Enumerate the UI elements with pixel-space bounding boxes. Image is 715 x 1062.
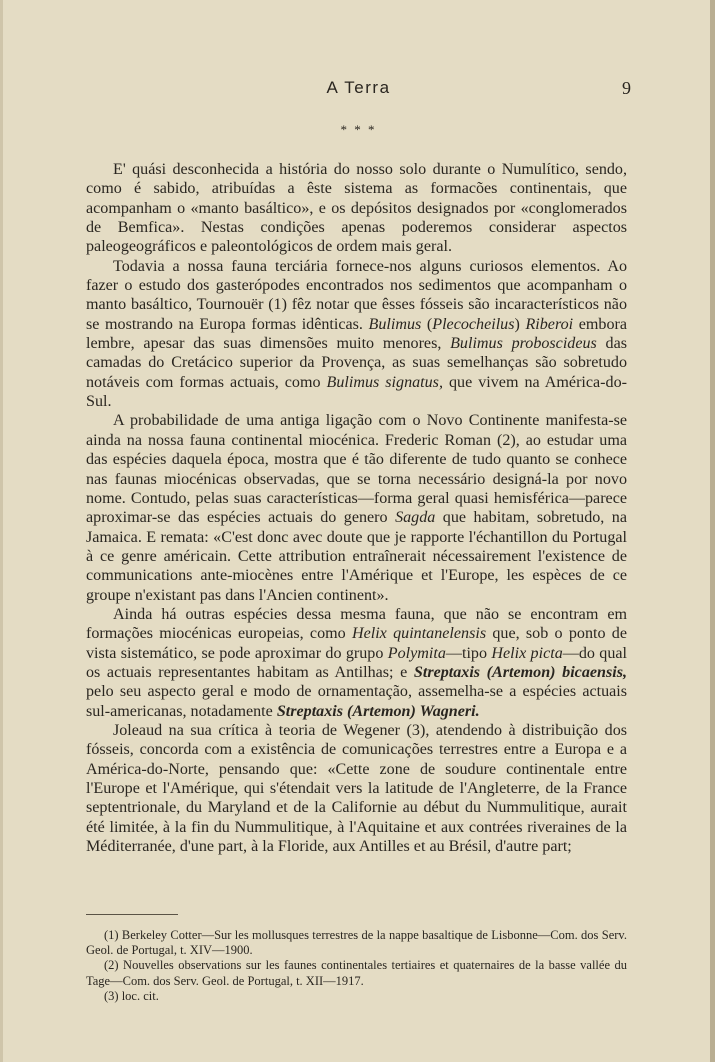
species-name: Riberoi — [525, 315, 574, 333]
text-run: embora lembre, apesar das suas dimensões muito menores, — [86, 315, 627, 353]
species-name: Plecocheilus — [432, 315, 515, 333]
text-run: das camadas do Cretácico superior da Provença, as suas semelhanças são sobretudo notáveis com formas actuais, como — [86, 335, 627, 391]
species-name-bold: Streptaxis (Artemon) Wagneri. — [276, 702, 480, 720]
page-header — [86, 78, 631, 104]
species-name: Helix quintanelensis — [351, 625, 487, 643]
body-paragraph — [86, 257, 627, 412]
species-name: Sagda — [395, 509, 436, 527]
species-name: Bulimus proboscideus — [450, 335, 597, 353]
species-name: Bulimus signatus, — [326, 373, 443, 391]
text-run: que vivem na América-do-Sul. — [86, 373, 627, 411]
text-run: A probabilidade de uma antiga ligação com o Novo Continente manifesta-se ainda na nossa fauna continental miocénica. Frederic Roman (2), ao estudar uma das espécies daquela época, mostra que é tão diferente de tudo quanto se conhece nas faunas miocénicas observadas, que se torna necessário designá-la por novo nome. Contudo, pelas suas características—forma geral quasi hemisférica—parece aproximar-se das espécies actuais do genero — [86, 412, 627, 527]
body-paragraph — [86, 160, 627, 257]
running-title: A Terra — [326, 78, 391, 97]
text-run: Ainda há outras espécies dessa mesma fauna, que não se encontram em formações miocénicas europeias, como — [86, 605, 627, 643]
text-run: pelo seu aspecto geral e modo de ornamentação, assemelha-se a espécies actuais sul-americanas, notadamente — [86, 683, 627, 720]
species-name-bold: Streptaxis (Artemon) bicaensis, — [413, 663, 627, 681]
text-run: E' quási desconhecida a história do nosso solo durante o Numulítico, sendo, como é sabido, atribuídas a êste sistema as formacões continentais, que acompanham o «manto basáltico», e os depósitos designados por «conglomerados de Bemfica». Nestas condições apenas poderemos considerar aspectos paleogeográficos e paleontológicos de ordem mais geral. — [86, 161, 627, 256]
section-break-asterisks: * * * — [340, 122, 377, 137]
body-text — [86, 160, 627, 856]
text-run: que habitam, sobretudo, na Jamaica. E remata: «C'est donc avec doute que je rapporte l'échantillon du Portugal à ce genre américain. Cette attribution entraînerait nécessairement l'existence de communications ante-miocènes entre l'Amérique et l'Europe, les espèces de ce groupe n'existant pas dans l'Ancien continent». — [86, 509, 627, 604]
text-run: Joleaud na sua crítica à teoria de Wegener (3), atendendo à distribuição dos fósseis, concorda com a existência de comunicações terrestres entre a Europa e a América-do-Norte, pensando que: «Cette zone de soudure continentale entre l'Europe et l'Amérique, qui s'étendait vers la latitude de l'Angleterre, de la France septentrionale, du Maryland et de la Californie au début du Nummulitique, aurait été limitée, à la fin du Nummulitique, à l'Aquitaine et aux contrées riveraines de la Méditerranée, d'une part, à la Floride, aux Antilles et au Brésil, d'autre part; — [86, 721, 627, 856]
footnote: (3) loc. cit. — [104, 988, 159, 1003]
body-paragraph — [86, 605, 627, 721]
body-paragraph — [86, 721, 627, 856]
body-paragraph — [86, 411, 627, 604]
text-run: ) — [514, 315, 526, 333]
text-run: ( — [421, 315, 433, 333]
page-number: 9 — [622, 78, 631, 98]
text-run: —tipo — [445, 644, 492, 662]
species-name: Bulimus — [368, 315, 422, 333]
text-run: Todavia a nossa fauna terciária fornece-nos alguns curiosos elementos. Ao fazer o estudo dos gasterópodes encontrados nos sedimentos que acompanham o manto basáltico, Tournouër (1) fêz notar que êsses fósseis são incaracterísticos não se mostrando na Europa formas idênticas. — [86, 257, 627, 333]
footnote-rule — [86, 914, 178, 915]
text-run: que, sob o ponto de vista sistemático, se pode aproximar do grupo — [86, 625, 627, 662]
footnote: (2) Nouvelles observations sur les faunes continentales tertiaires et quaternaires de la basse vallée du Tage—Com. dos Serv. Geol. de Portugal, t. XII—1917. — [86, 958, 627, 988]
footnote: (1) Berkeley Cotter—Sur les mollusques terrestres de la nappe basaltique de Lisbonne—Com. dos Serv. Geol. de Portugal, t. XIV—1900. — [86, 928, 627, 958]
text-run: —do qual os actuais representantes habitam as Antilhas; e — [86, 644, 627, 681]
species-name: Helix picta — [491, 644, 563, 662]
species-name: Polymita — [387, 644, 446, 662]
footnotes — [86, 928, 627, 1004]
